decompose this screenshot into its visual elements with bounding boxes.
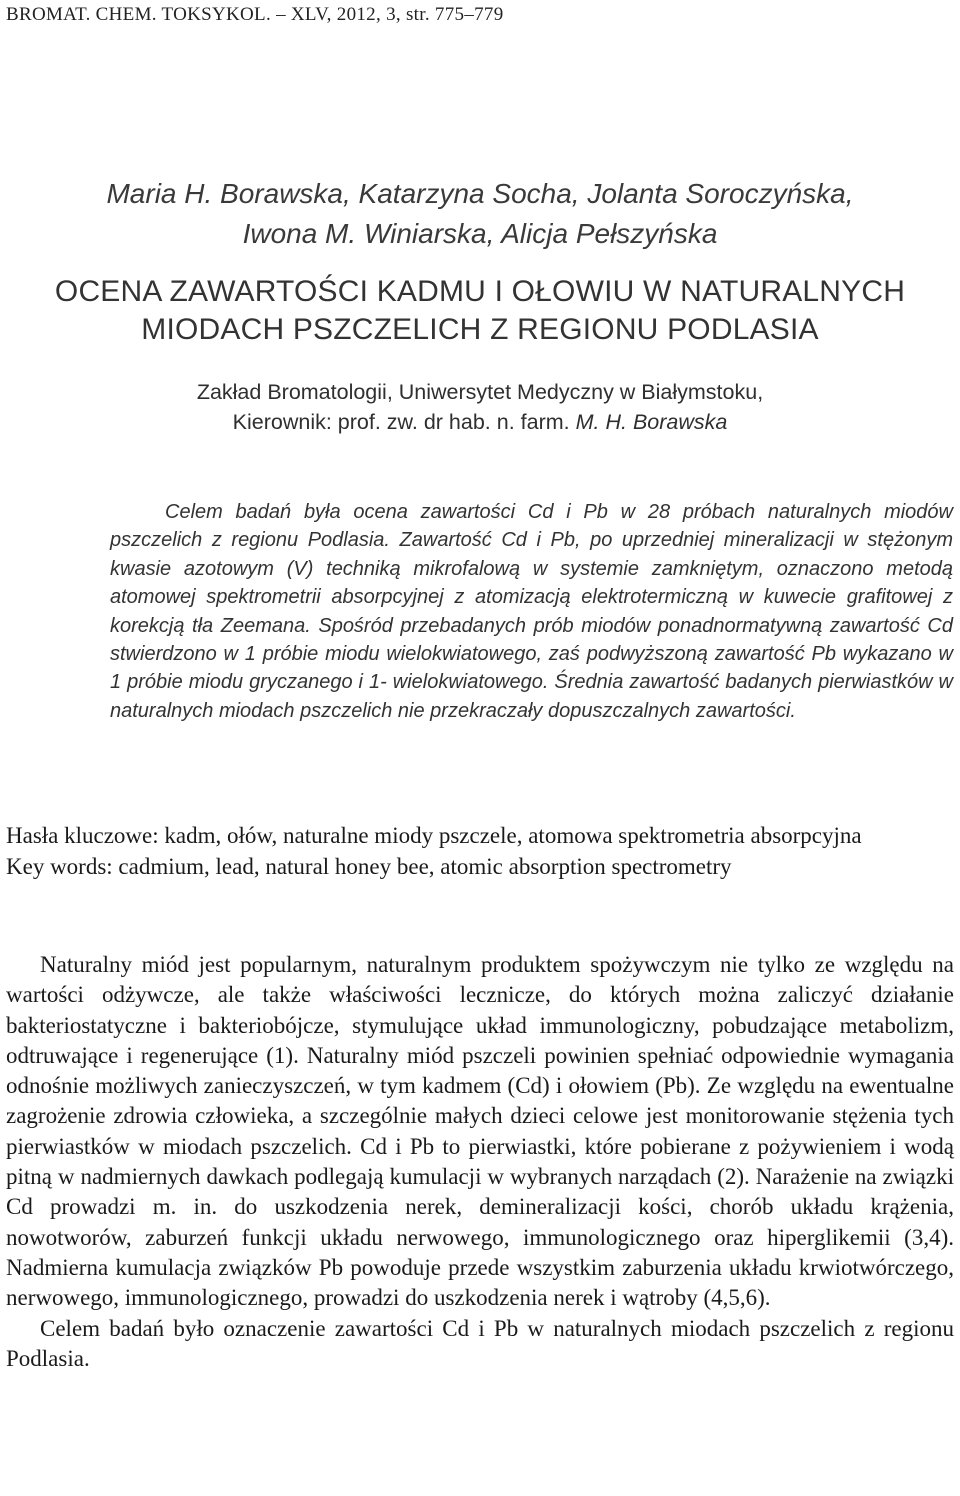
introduction-body (6, 950, 954, 1374)
affiliation-line-1: Zakład Bromatologii, Uniwersytet Medyczny w Białymstoku, (196, 380, 764, 404)
affiliation (0, 377, 960, 437)
journal-citation-header: BROMAT. CHEM. TOKSYKOL. – XLV, 2012, 3, str. 775–779 (6, 4, 504, 25)
keywords-section (6, 820, 954, 882)
title-line-1: OCENA ZAWARTOŚCI KADMU I OŁOWIU W NATURALNYCH (54, 275, 906, 308)
body-paragraph-1: Naturalny miód jest popularnym, naturalnym produktem spożywczym nie tylko ze względu na wartości odżywcze, ale także właściwości lecznicze, do których można zaliczyć działanie bakteriostatyczne i bakteriobójcze, stymulujące układ immunologiczny, pobudzające metabolizm, odtruwające i regenerujące (1). Naturalny miód pszczeli powinien spełniać odpowiednie wymagania odnośnie możliwych zanieczyszczeń, w tym kadmem (Cd) i ołowiem (Pb). Ze względu na ewentualne zagrożenie zdrowia człowieka, a szczególnie małych dzieci celowe jest monitorowanie stężenia tych pierwiastków w miodach pszczelich. Cd i Pb to pierwiastki, które pobierane z pożywieniem i wodą pitną w nadmiernych dawkach podlegają kumulacji w wybranych narządach (2). Narażenie na związki Cd prowadzi m. in. do uszkodzenia nerek, demineralizacji kości, chorób układu krążenia, nowotworów, zaburzeń funkcji układu nerwowego, immunologicznego oraz hiperglikemii (3,4). Nadmierna kumulacja związków Pb powoduje przede wszystkim zaburzenia układu krwiotwórczego, nerwowego, immunologicznego, prowadzi do uszkodzenia nerek i wątroby (4,5,6). (6, 952, 954, 1311)
title-line-2: MIODACH PSZCZELICH Z REGIONU PODLASIA (141, 313, 819, 346)
author-line-2: Iwona M. Winiarska, Alicja Pełszyńska (242, 218, 718, 249)
affiliation-head-name: M. H. Borawska (575, 410, 728, 434)
body-paragraph-2: Celem badań było oznaczenie zawartości Cd i Pb w naturalnych miodach pszczelich z regionu Podlasia. (6, 1315, 954, 1371)
paper-title (0, 273, 960, 349)
author-line-1: Maria H. Borawska, Katarzyna Socha, Jolanta Soroczyńska, (106, 178, 854, 209)
author-list (0, 174, 960, 254)
keywords-english: Key words: cadmium, lead, natural honey bee, atomic absorption spectrometry (6, 854, 732, 879)
abstract: Celem badań była ocena zawartości Cd i Pb w 28 próbach naturalnych miodów pszczelich z regionu Podlasia. Zawartość Cd i Pb, po uprzedniej mineralizacji w stężonym kwasie azotowym (V) techniką mikrofalową w systemie zamkniętym, oznaczono metodą atomowej spektrometrii absorpcyjnej z atomizacją elektrotermiczną w kuwecie grafitowej z korekcją tła Zeemana. Spośród przebadanych prób miodów ponadnormatywną zawartość Cd stwierdzono w 1 próbie miodu wielokwiatowego, zaś podwyższoną zawartość Pb wykazano w 1 próbie miodu gryczanego i 1- wielokwiatowego. Średnia zawartość badanych pierwiastków w naturalnych miodach pszczelich nie przekraczały dopuszczalnych zawartości. (110, 501, 953, 722)
keywords-polish: Hasła kluczowe: kadm, ołów, naturalne miody pszczele, atomowa spektrometria absorpcyjna (6, 823, 862, 848)
affiliation-line-2 (0, 407, 960, 437)
affiliation-head-prefix: Kierownik: prof. zw. dr hab. n. farm. (232, 410, 576, 434)
